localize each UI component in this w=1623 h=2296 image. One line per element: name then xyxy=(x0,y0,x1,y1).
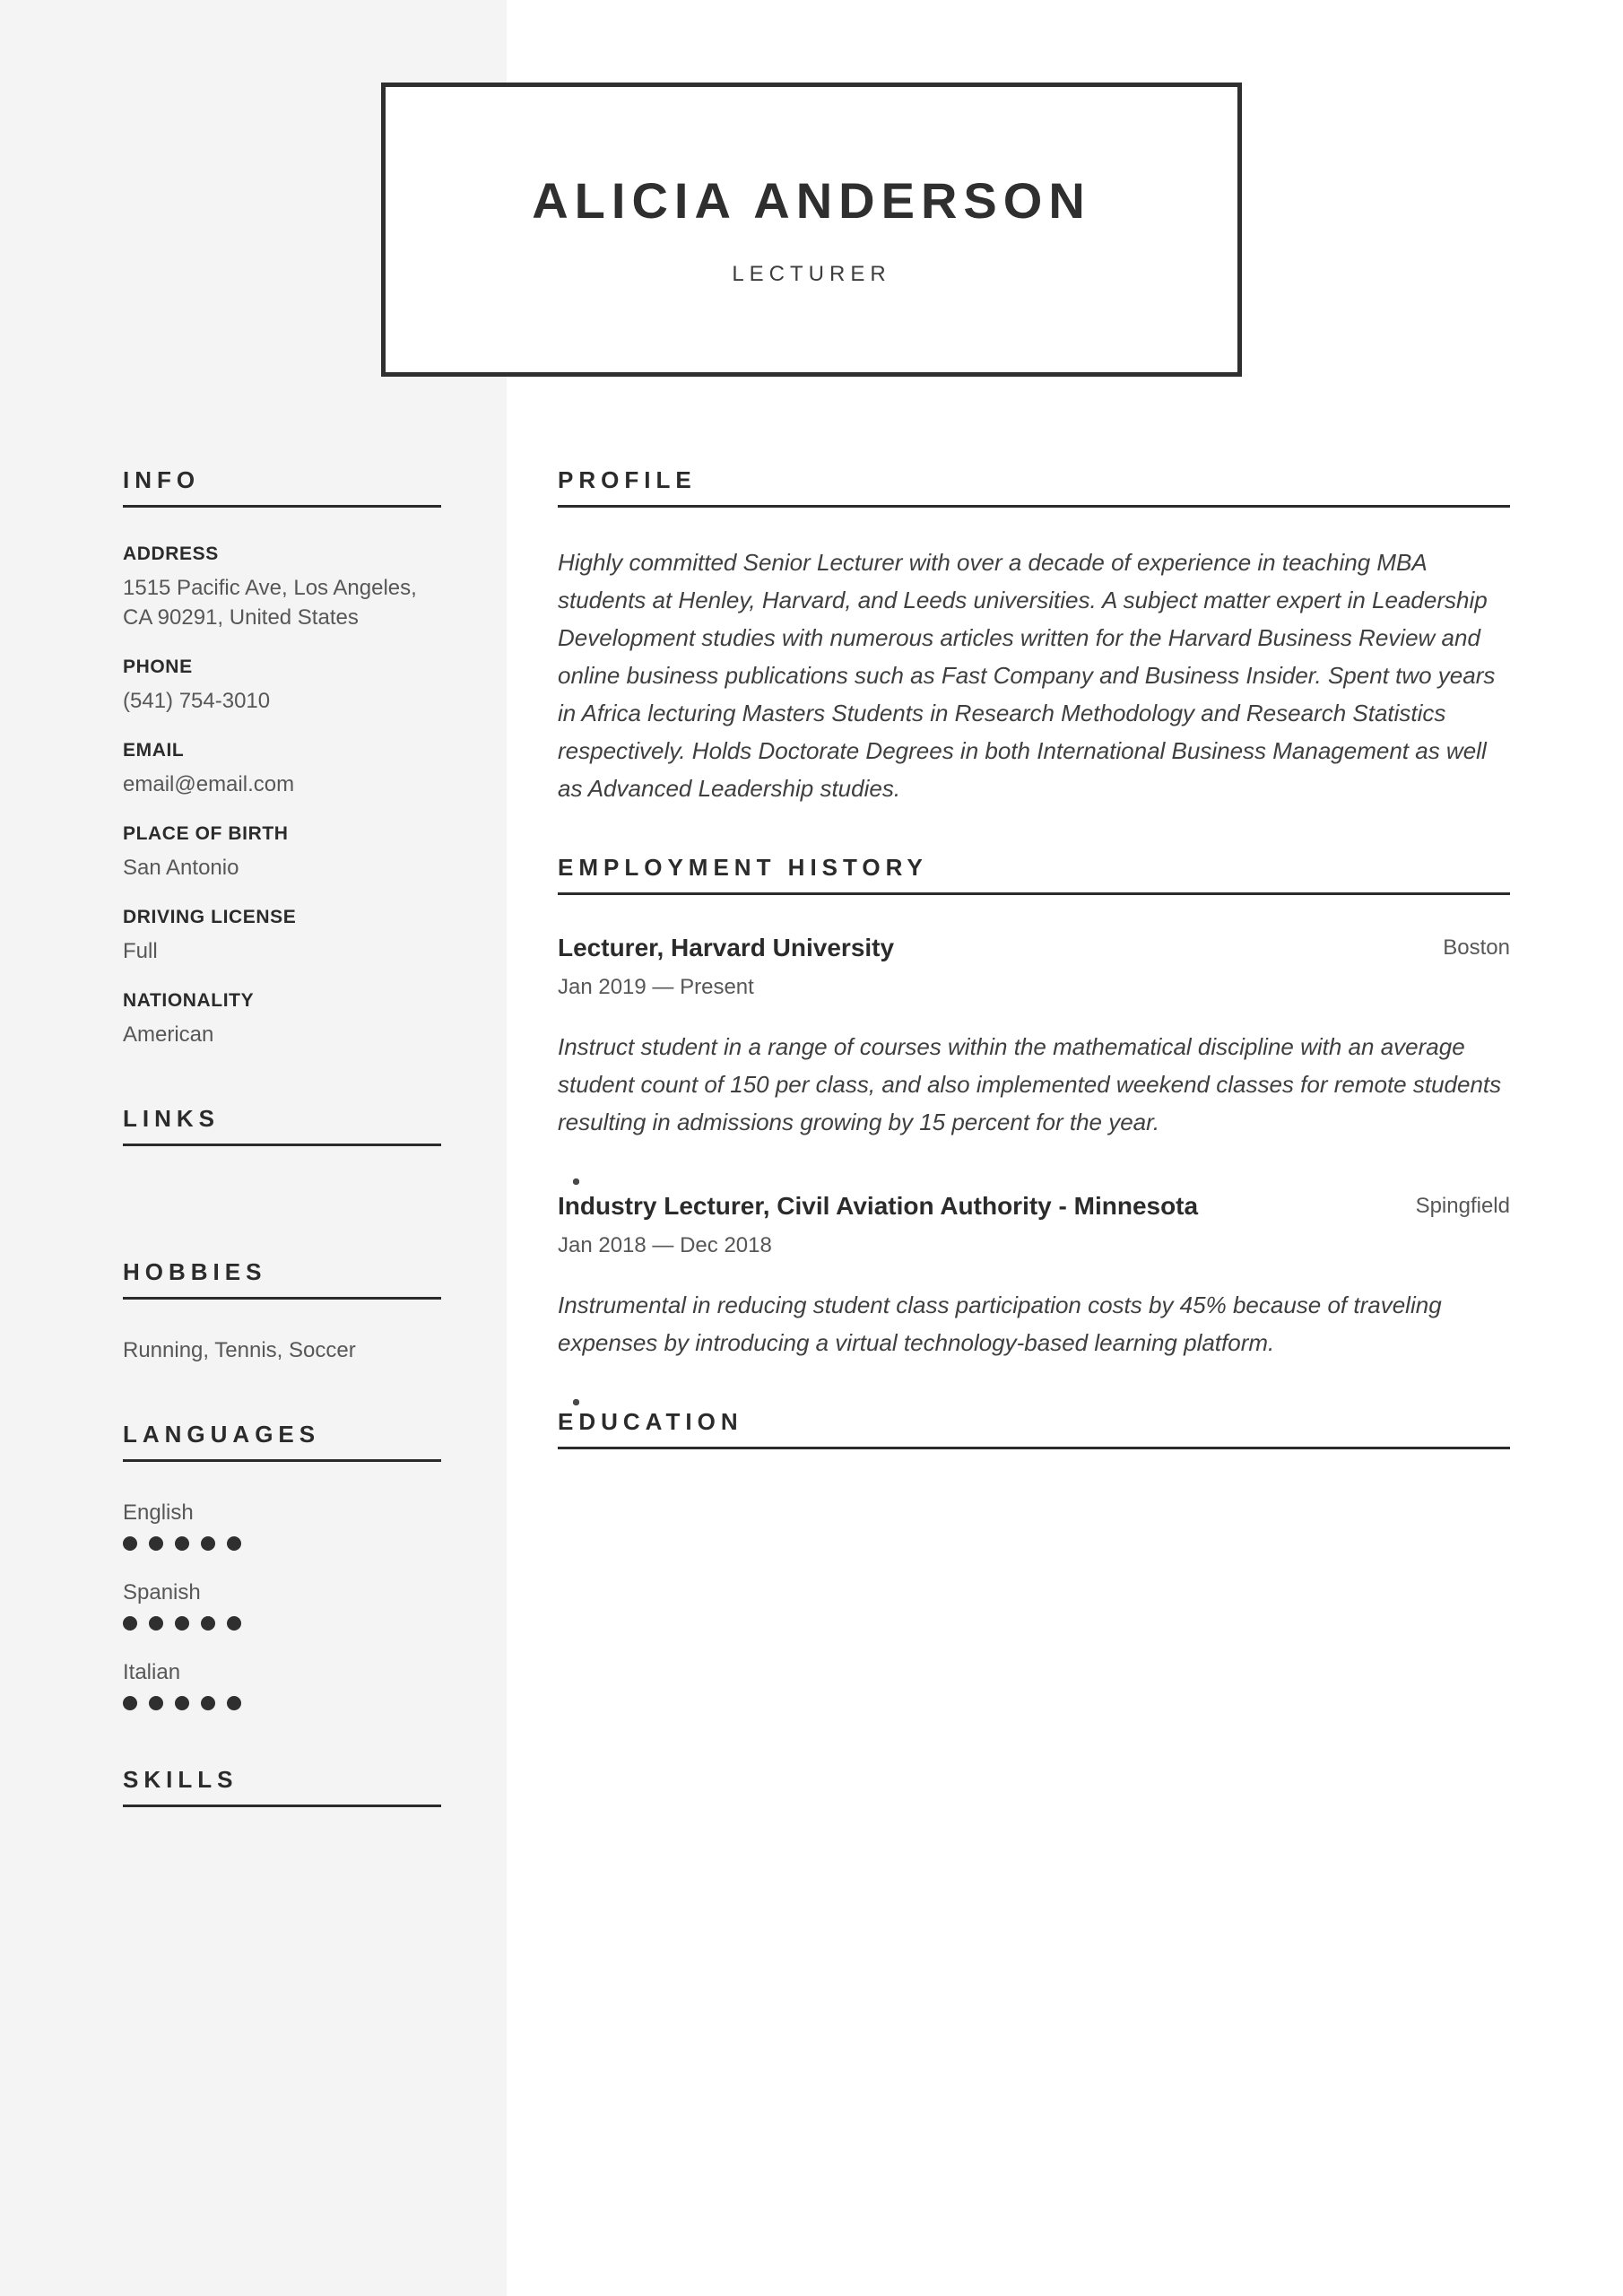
level-dot xyxy=(123,1536,137,1551)
languages-list xyxy=(123,1498,441,1710)
language-item xyxy=(123,1498,441,1551)
info-field-label: EMAIL xyxy=(123,740,185,761)
info-field-value: email@email.com xyxy=(123,772,295,796)
level-dot xyxy=(149,1616,163,1631)
level-dot xyxy=(123,1696,137,1710)
info-field-label: PLACE OF BIRTH xyxy=(123,823,289,844)
links-list xyxy=(123,1182,441,1203)
language-level-dots xyxy=(123,1536,441,1551)
level-dot xyxy=(201,1696,215,1710)
profile-section xyxy=(558,466,1510,807)
level-dot xyxy=(175,1616,189,1631)
job-title: Industry Lecturer, Civil Aviation Authority - Minnesota xyxy=(558,1192,1199,1220)
level-dot xyxy=(175,1536,189,1551)
info-field-label: PHONE xyxy=(123,657,193,677)
languages-heading: LANGUAGES xyxy=(123,1421,441,1462)
language-name: Spanish xyxy=(123,1580,201,1605)
job-header xyxy=(558,931,1510,965)
language-item xyxy=(123,1578,441,1631)
info-fields xyxy=(123,544,441,1049)
skills-heading: SKILLS xyxy=(123,1766,441,1807)
employment-heading: EMPLOYMENT HISTORY xyxy=(558,854,1510,895)
job-location: Boston xyxy=(1443,935,1510,960)
person-title: LECTURER xyxy=(732,262,891,286)
job-header xyxy=(558,1189,1510,1223)
info-field-value: 1515 Pacific Ave, Los Angeles, CA 90291, United States xyxy=(123,576,417,630)
hobbies-heading: HOBBIES xyxy=(123,1258,441,1300)
info-field xyxy=(123,990,441,1049)
info-field-label: ADDRESS xyxy=(123,544,219,564)
job-dates: Jan 2018 — Dec 2018 xyxy=(558,1233,772,1257)
profile-text: Highly committed Senior Lecturer with over a decade of experience in teaching MBA students at Henley, Harvard, and Leeds universities. A subject matter expert in Leadership Development studies with numerous articles written for the Harvard Business Review and online business publications such as Fast Company and Business Insider. Spent two years in Africa lecturing Masters Students in Research Methodology and Research Statistics respectively. Holds Doctorate Degrees in both International Business Management as well as Advanced Leadership studies. xyxy=(558,549,1496,802)
info-field xyxy=(123,544,441,632)
languages-section xyxy=(123,1421,441,1710)
info-heading: INFO xyxy=(123,466,441,508)
skills-section xyxy=(123,1766,441,1807)
job-summary: Instruct student in a range of courses within the mathematical discipline with an average student count of 150 per class, and also implemented weekend classes for remote students resulting in admissions growing by 15 percent for the year. xyxy=(558,1033,1502,1135)
main-column xyxy=(558,466,1510,1486)
header-card xyxy=(381,83,1242,377)
education-section xyxy=(558,1408,1510,1486)
job-summary: Instrumental in reducing student class participation costs by 45% because of traveling expenses by introducing a virtual technology-based learning platform. xyxy=(558,1292,1442,1356)
info-field xyxy=(123,823,441,883)
job-entry xyxy=(558,1189,1510,1361)
education-heading: EDUCATION xyxy=(558,1408,1510,1449)
level-dot xyxy=(227,1536,241,1551)
job-entry xyxy=(558,931,1510,1141)
level-dot xyxy=(227,1696,241,1710)
level-dot xyxy=(149,1696,163,1710)
info-section xyxy=(123,466,441,1049)
employment-section xyxy=(558,854,1510,1361)
job-location: Spingfield xyxy=(1415,1194,1510,1218)
hobbies-section xyxy=(123,1258,441,1365)
info-field xyxy=(123,740,441,799)
hobbies-text: Running, Tennis, Soccer xyxy=(123,1338,356,1362)
info-field-value: American xyxy=(123,1022,214,1047)
info-field-value: (541) 754-3010 xyxy=(123,689,271,713)
info-field-value: Full xyxy=(123,939,158,963)
links-heading: LINKS xyxy=(123,1105,441,1146)
level-dot xyxy=(175,1696,189,1710)
info-field xyxy=(123,657,441,716)
links-section xyxy=(123,1105,441,1203)
level-dot xyxy=(201,1616,215,1631)
info-field-value: San Antonio xyxy=(123,856,239,880)
info-field-label: NATIONALITY xyxy=(123,990,255,1011)
level-dot xyxy=(149,1536,163,1551)
info-field xyxy=(123,907,441,966)
level-dot xyxy=(123,1616,137,1631)
person-name: ALICIA ANDERSON xyxy=(532,172,1091,229)
language-item xyxy=(123,1657,441,1710)
profile-heading: PROFILE xyxy=(558,466,1510,508)
language-level-dots xyxy=(123,1616,441,1631)
level-dot xyxy=(227,1616,241,1631)
job-title: Lecturer, Harvard University xyxy=(558,934,895,961)
language-name: Italian xyxy=(123,1660,181,1684)
level-dot xyxy=(201,1536,215,1551)
job-dates: Jan 2019 — Present xyxy=(558,975,754,999)
info-field-label: DRIVING LICENSE xyxy=(123,907,297,927)
language-level-dots xyxy=(123,1696,441,1710)
jobs-list xyxy=(558,931,1510,1361)
language-name: English xyxy=(123,1500,194,1525)
